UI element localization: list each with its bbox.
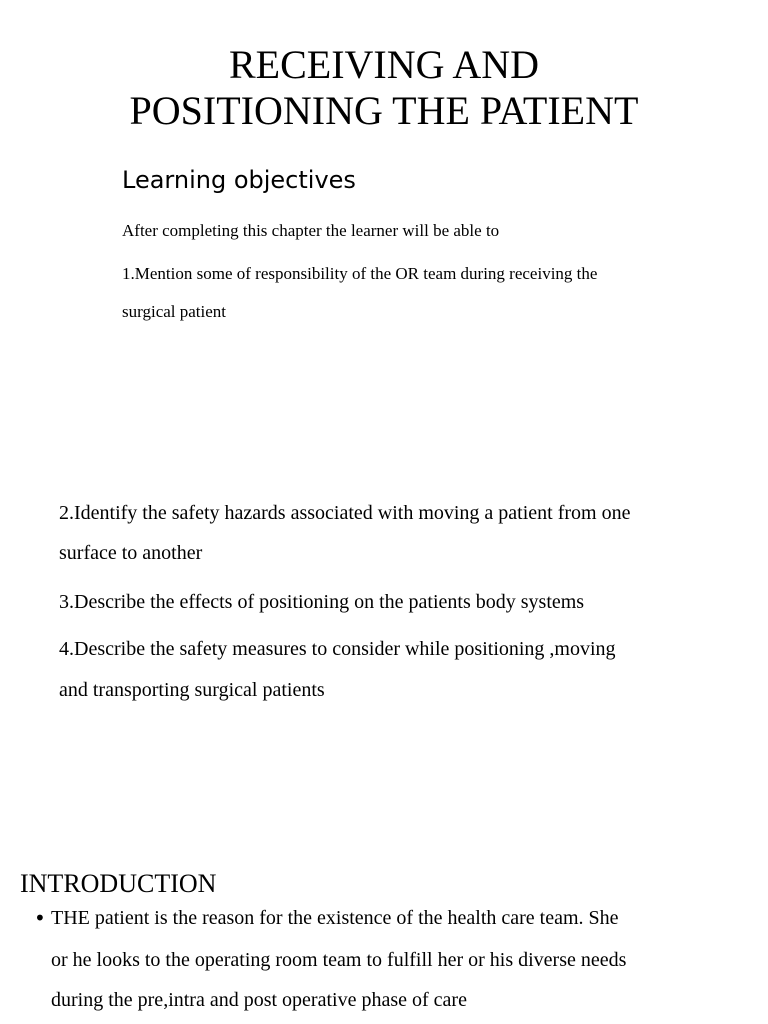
learning-objectives-heading: Learning objectives: [122, 166, 356, 194]
introduction-line-3: during the pre,intra and post operative phase of care: [51, 989, 467, 1011]
objective-1-line-2: surgical patient: [122, 302, 227, 321]
objective-4-line-2: and transporting surgical patients: [59, 679, 325, 701]
objective-1-line-1: 1.Mention some of responsibility of the OR team during receiving the: [122, 264, 598, 283]
introduction-heading: INTRODUCTION: [20, 869, 217, 898]
page-title-line-2: POSITIONING THE PATIENT: [129, 88, 639, 133]
introduction-line-1: THE patient is the reason for the existence of the health care team. She: [51, 907, 619, 929]
objective-2-line-2: surface to another: [59, 542, 203, 564]
objective-4-line-1: 4.Describe the safety measures to consider while positioning ,moving: [59, 638, 616, 660]
introduction-line-2: or he looks to the operating room team to fulfill her or his diverse needs: [51, 949, 627, 971]
page-title-line-1: RECEIVING AND: [229, 42, 539, 87]
bullet-dot: •: [34, 906, 46, 930]
objective-3: 3.Describe the effects of positioning on the patients body systems: [59, 591, 585, 613]
objective-2-line-1: 2.Identify the safety hazards associated with moving a patient from one: [59, 502, 631, 524]
objectives-intro: After completing this chapter the learner will be able to: [122, 221, 500, 240]
